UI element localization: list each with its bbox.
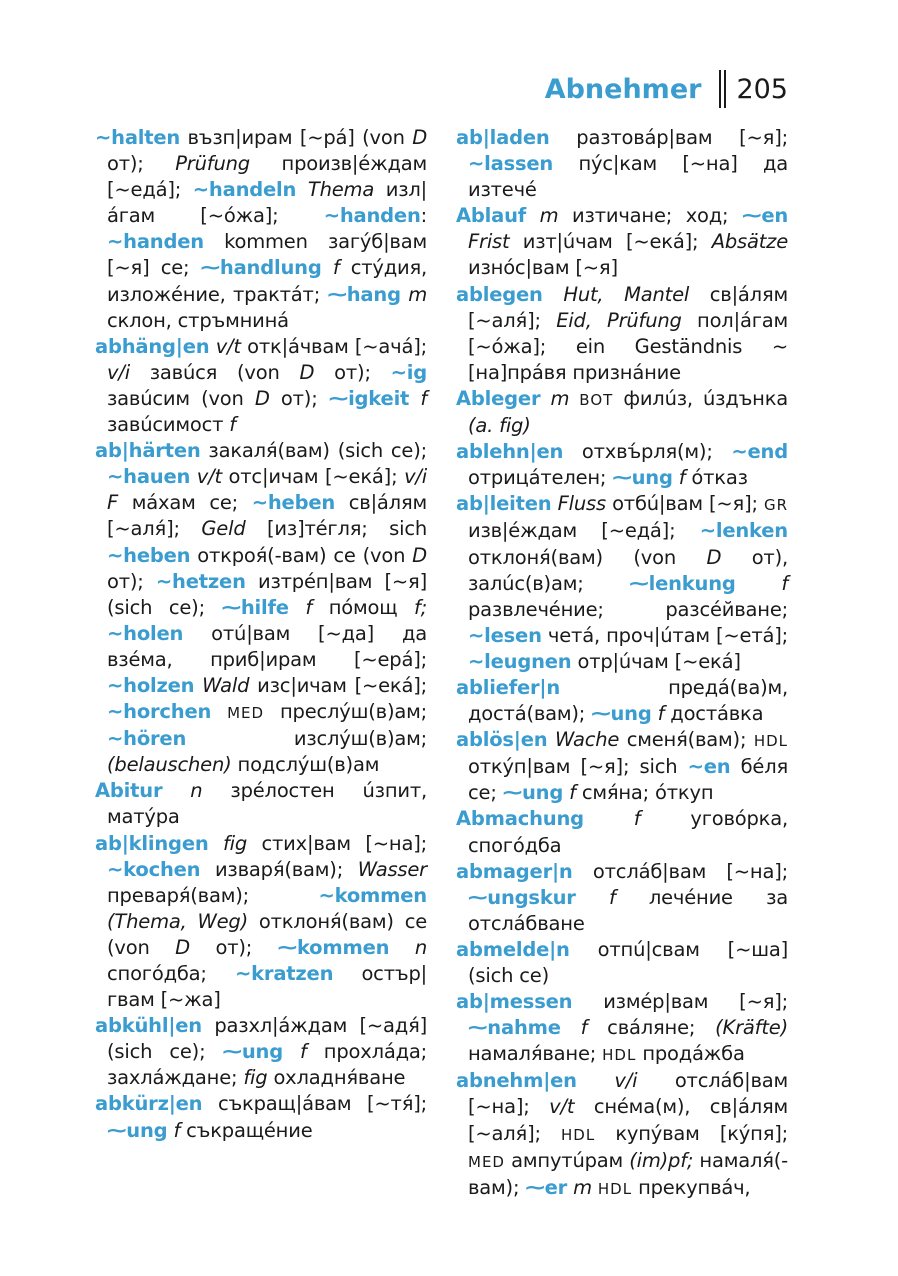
entry-text: abkürz|en съкращ|áвам [~тя́]; ⁓ung f съкращéние bbox=[95, 1092, 427, 1142]
entry-text: Abitur n зрéлостен úзпит, матýра bbox=[95, 779, 428, 829]
dictionary-entry bbox=[456, 989, 788, 1068]
header-double-rule bbox=[719, 70, 726, 108]
running-headword: Abnehmer bbox=[544, 73, 702, 105]
entry-text: ab|laden разтовáр|вам [~я]; ~lassen пýс|кам [~на] да изтечé bbox=[456, 126, 789, 202]
dictionary-entry bbox=[95, 334, 427, 438]
dictionary-entry bbox=[456, 282, 788, 386]
dictionary-entry bbox=[456, 386, 788, 439]
dictionary-entry bbox=[95, 1091, 427, 1143]
entry-text: abmager|n отслáб|вам [~на]; ⁓ungskur f лечéние за отслáбване bbox=[456, 859, 789, 935]
entry-text: ab|härten закаля́(вам) (sich се); ~hauen v/t отс|ичам [~екá]; v/i F мáхам се; ~heben св|áлям [~аля́]; Geld [из]тéгля; sich ~heben откроя́(-вам) се (von D от); ~hetzen изтрéп|вам [~я] (sich се); ⁓hilfe f пóмощ f; ~holen отú|вам [~да] да взéма, приб|ирам [~ерá]; ~holzen Wald изс|ичам [~екá]; ~horchen MED преслýш(в)ам; ~hören изслýш(в)ам; (belauschen) подслýш(в)ам bbox=[95, 439, 428, 777]
running-header bbox=[545, 70, 788, 108]
dictionary-entry bbox=[456, 675, 788, 727]
dictionary-entry bbox=[456, 859, 788, 937]
dictionary-entry bbox=[456, 491, 788, 675]
left-column bbox=[95, 125, 427, 1144]
entry-text: abkühl|en разхл|áждам [~адя́] (sich се); ⁓ung f прохлáда; захлáждане; fig охладня́ване bbox=[95, 1014, 428, 1090]
dictionary-entry bbox=[456, 727, 788, 806]
entry-text: abmelde|n отпú|свам [~ша] (sich се) bbox=[456, 937, 789, 987]
entry-text: Ablauf m изтичане; ход; ⁓en Frist изт|úчам [~екá]; Absätze изнóс|вам [~я] bbox=[456, 204, 789, 280]
entry-text: ab|leiten Fluss отбú|вам [~я]; GR изв|éждам [~едá]; ~lenken отклоня́(вам) (von D от), залúс(в)ам; ⁓lenkung f развлечéние; разсéйване; ~lesen четá, проч|úтам [~етá]; ~leugnen отр|úчам [~екá] bbox=[456, 492, 789, 673]
dictionary-entry bbox=[456, 125, 788, 203]
dictionary-entry bbox=[95, 831, 427, 1014]
dictionary-entry bbox=[456, 203, 788, 281]
entry-text: Ableger m BOT филúз, úздънка (a. fig) bbox=[456, 386, 789, 438]
entry-text: ab|messen измéр|вам [~я]; ⁓nahme f свáляне; (Kräfte) намаля́ване; HDL продáжба bbox=[456, 990, 789, 1066]
entry-text: abliefer|n предá(ва)м, достá(вам); ⁓ung f достáвка bbox=[456, 675, 788, 726]
entry-text: abhäng|en v/t отк|áчвам [~ачá]; v/i завúся (von D от); ~ig завúсим (von D от); ⁓igkeit f завúсимост f bbox=[95, 334, 428, 437]
dictionary-entry bbox=[95, 125, 427, 334]
dictionary-entry bbox=[456, 937, 788, 989]
entry-text: ab|klingen fig стих|вам [~на]; ~kochen изваря́(вам); Wasser преваря́(вам); ~kommen (Thema, Weg) отклоня́(вам) се (von D от); ⁓kommen n спогóдба; ~kratzen остър|гвам [~жа] bbox=[95, 831, 428, 1012]
entry-text: ablehn|en отхвъ́рля(м); ~end отрицáтелен; ⁓ung f óтказ bbox=[456, 440, 788, 490]
right-column bbox=[456, 125, 788, 1202]
dictionary-entry bbox=[456, 439, 788, 491]
dictionary-entry bbox=[95, 1013, 427, 1091]
dictionary-entry bbox=[456, 1068, 788, 1201]
entry-text: abnehm|en v/i отслáб|вам [~на]; v/t снéма(м), св|áлям [~аля́]; HDL купýвам [кýпя]; MED ампутúрам (im)pf; намаля́(-вам); ⁓er m HDL прекупвáч, bbox=[456, 1069, 789, 1199]
entry-text: ablegen Hut, Mantel св|áлям [~аля́]; Eid, Prüfung пол|áгам [~óжа]; ein Geständnis ~ [на]прáвя признáние bbox=[456, 282, 789, 384]
dictionary-entry bbox=[95, 778, 427, 830]
page-number: 205 bbox=[736, 73, 788, 105]
entry-text: ablös|en Wache сменя́(вам); HDL откýп|вам [~я]; sich ~en бéля се; ⁓ung f смя́на; óткуп bbox=[456, 728, 789, 805]
entry-text: ~halten възп|ирам [~pá] (von D от); Prüfung произв|éждам [~едá]; ~handeln Thema изл|áгам [~óжа]; ~handen: ~handen kommen загýб|вам [~я] се; ⁓handlung f стýдия, изложéние, трактáт; ⁓hang m склон, стръмнинá bbox=[95, 126, 428, 332]
entry-text: Abmachung f уговóрка, спогóдба bbox=[456, 807, 789, 857]
dictionary-entry bbox=[456, 806, 788, 858]
dictionary-entry bbox=[95, 438, 427, 778]
